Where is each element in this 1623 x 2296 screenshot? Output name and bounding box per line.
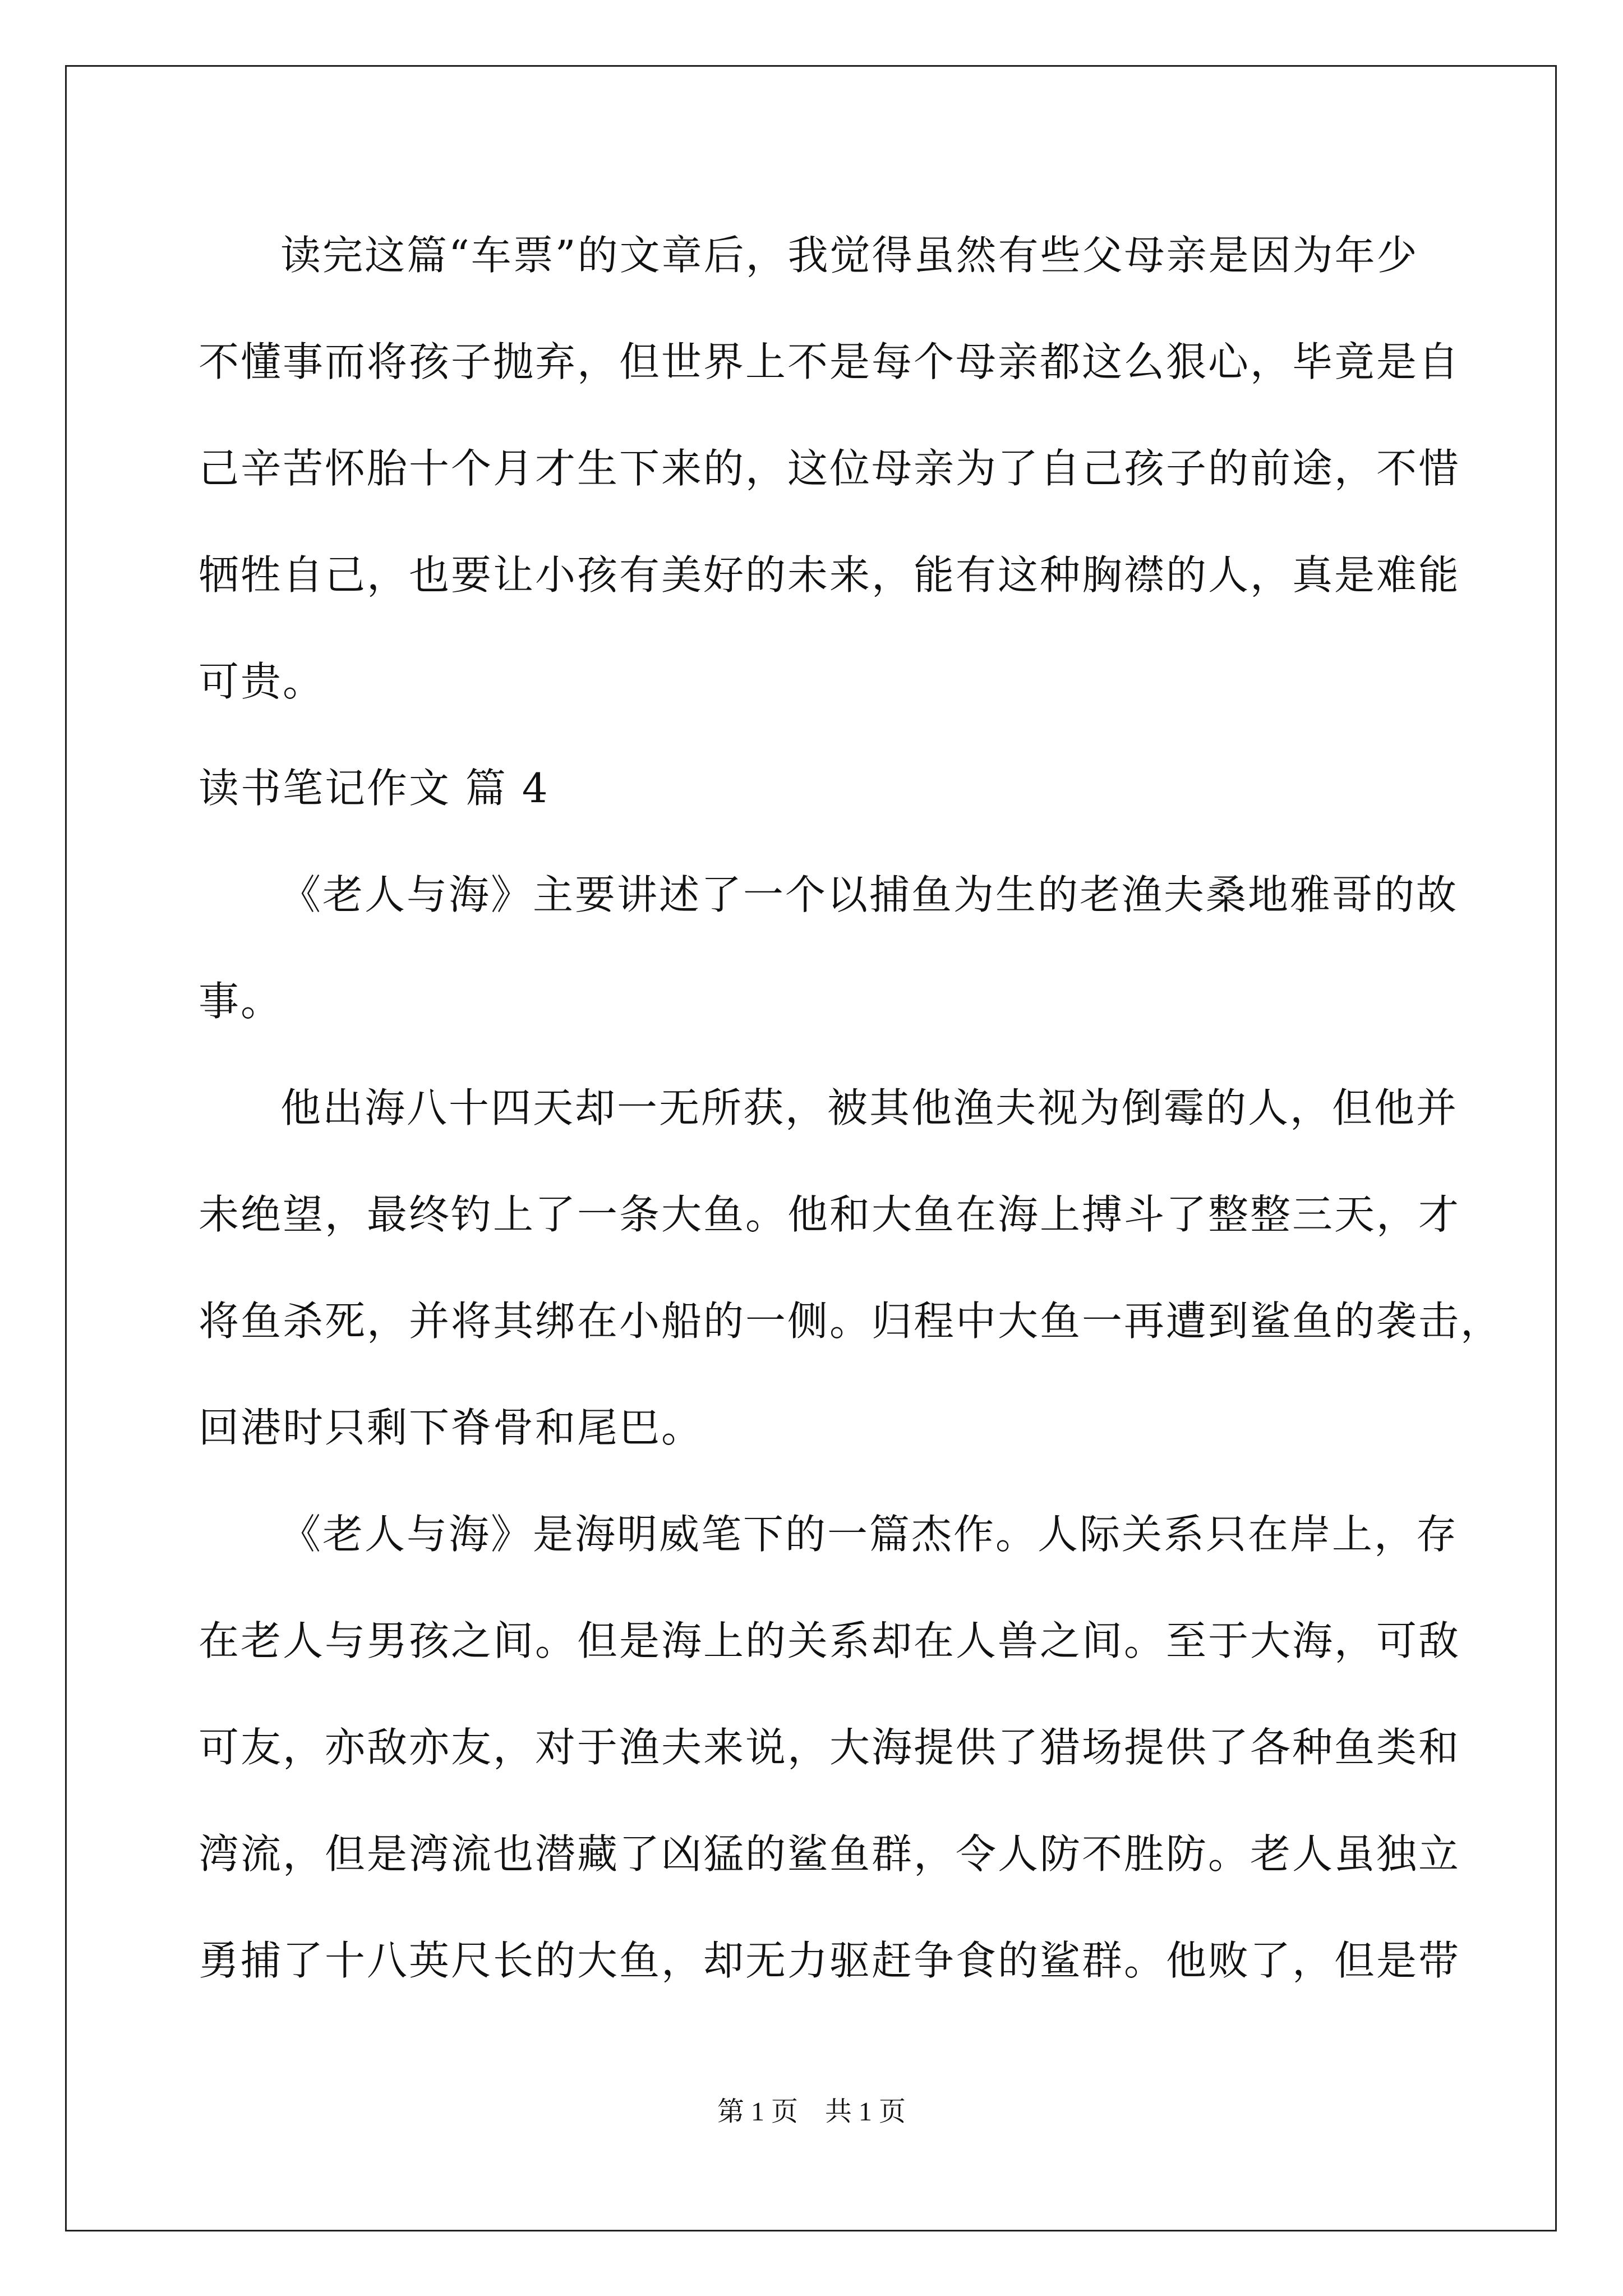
page-total: 共 1 页 xyxy=(825,2097,906,2127)
paragraph xyxy=(199,1055,1503,1481)
page-footer xyxy=(0,2090,1623,2128)
text-line: 《老人与海》是海明威笔下的一篇杰作。人际关系只在岸上，存 xyxy=(280,1511,1459,1558)
section-heading: 读书笔记作文 篇 4 xyxy=(199,765,550,812)
text-line: 未绝望，最终钓上了一条大鱼。他和大鱼在海上搏斗了整整三天，才 xyxy=(199,1191,1461,1238)
text-line: 己辛苦怀胎十个月才生下来的，这位母亲为了自己孩子的前途，不惜 xyxy=(199,445,1461,492)
text-line: 可贵。 xyxy=(199,658,325,705)
text-line: 《老人与海》主要讲述了一个以捕鱼为生的老渔夫桑地雅哥的故 xyxy=(280,871,1459,918)
text-line: 在老人与男孩之间。但是海上的关系却在人兽之间。至于大海，可敌 xyxy=(199,1617,1461,1664)
paragraph xyxy=(199,1481,1461,2014)
text-line: 湾流，但是湾流也潜藏了凶猛的鲨鱼群，令人防不胜防。老人虽独立 xyxy=(199,1830,1461,1878)
text-line: 他出海八十四天却一无所获，被其他渔夫视为倒霉的人，但他并 xyxy=(280,1084,1459,1131)
text-line: 勇捕了十八英尺长的大鱼，却无力驱赶争食的鲨群。他败了，但是带 xyxy=(199,1937,1461,1984)
paragraph xyxy=(199,841,1459,1055)
document-body xyxy=(199,202,1503,2014)
text-line: 不懂事而将孩子抛弃，但世界上不是每个母亲都这么狠心，毕竟是自 xyxy=(199,338,1461,385)
paragraph xyxy=(199,202,1461,735)
text-line: 可友，亦敌亦友，对于渔夫来说，大海提供了猎场提供了各种鱼类和 xyxy=(199,1724,1461,1771)
page-number: 第 1 页 xyxy=(717,2097,798,2127)
text-line: 读完这篇“车票”的文章后，我觉得虽然有些父母亲是因为年少 xyxy=(280,232,1419,279)
text-line: 事。 xyxy=(199,978,283,1025)
text-line: 牺牲自己，也要让小孩有美好的未来，能有这种胸襟的人，真是难能 xyxy=(199,551,1461,599)
text-line: 回港时只剩下脊骨和尾巴。 xyxy=(199,1404,704,1451)
text-line: 将鱼杀死，并将其绑在小船的一侧。归程中大鱼一再遭到鲨鱼的袭击， xyxy=(199,1297,1503,1345)
